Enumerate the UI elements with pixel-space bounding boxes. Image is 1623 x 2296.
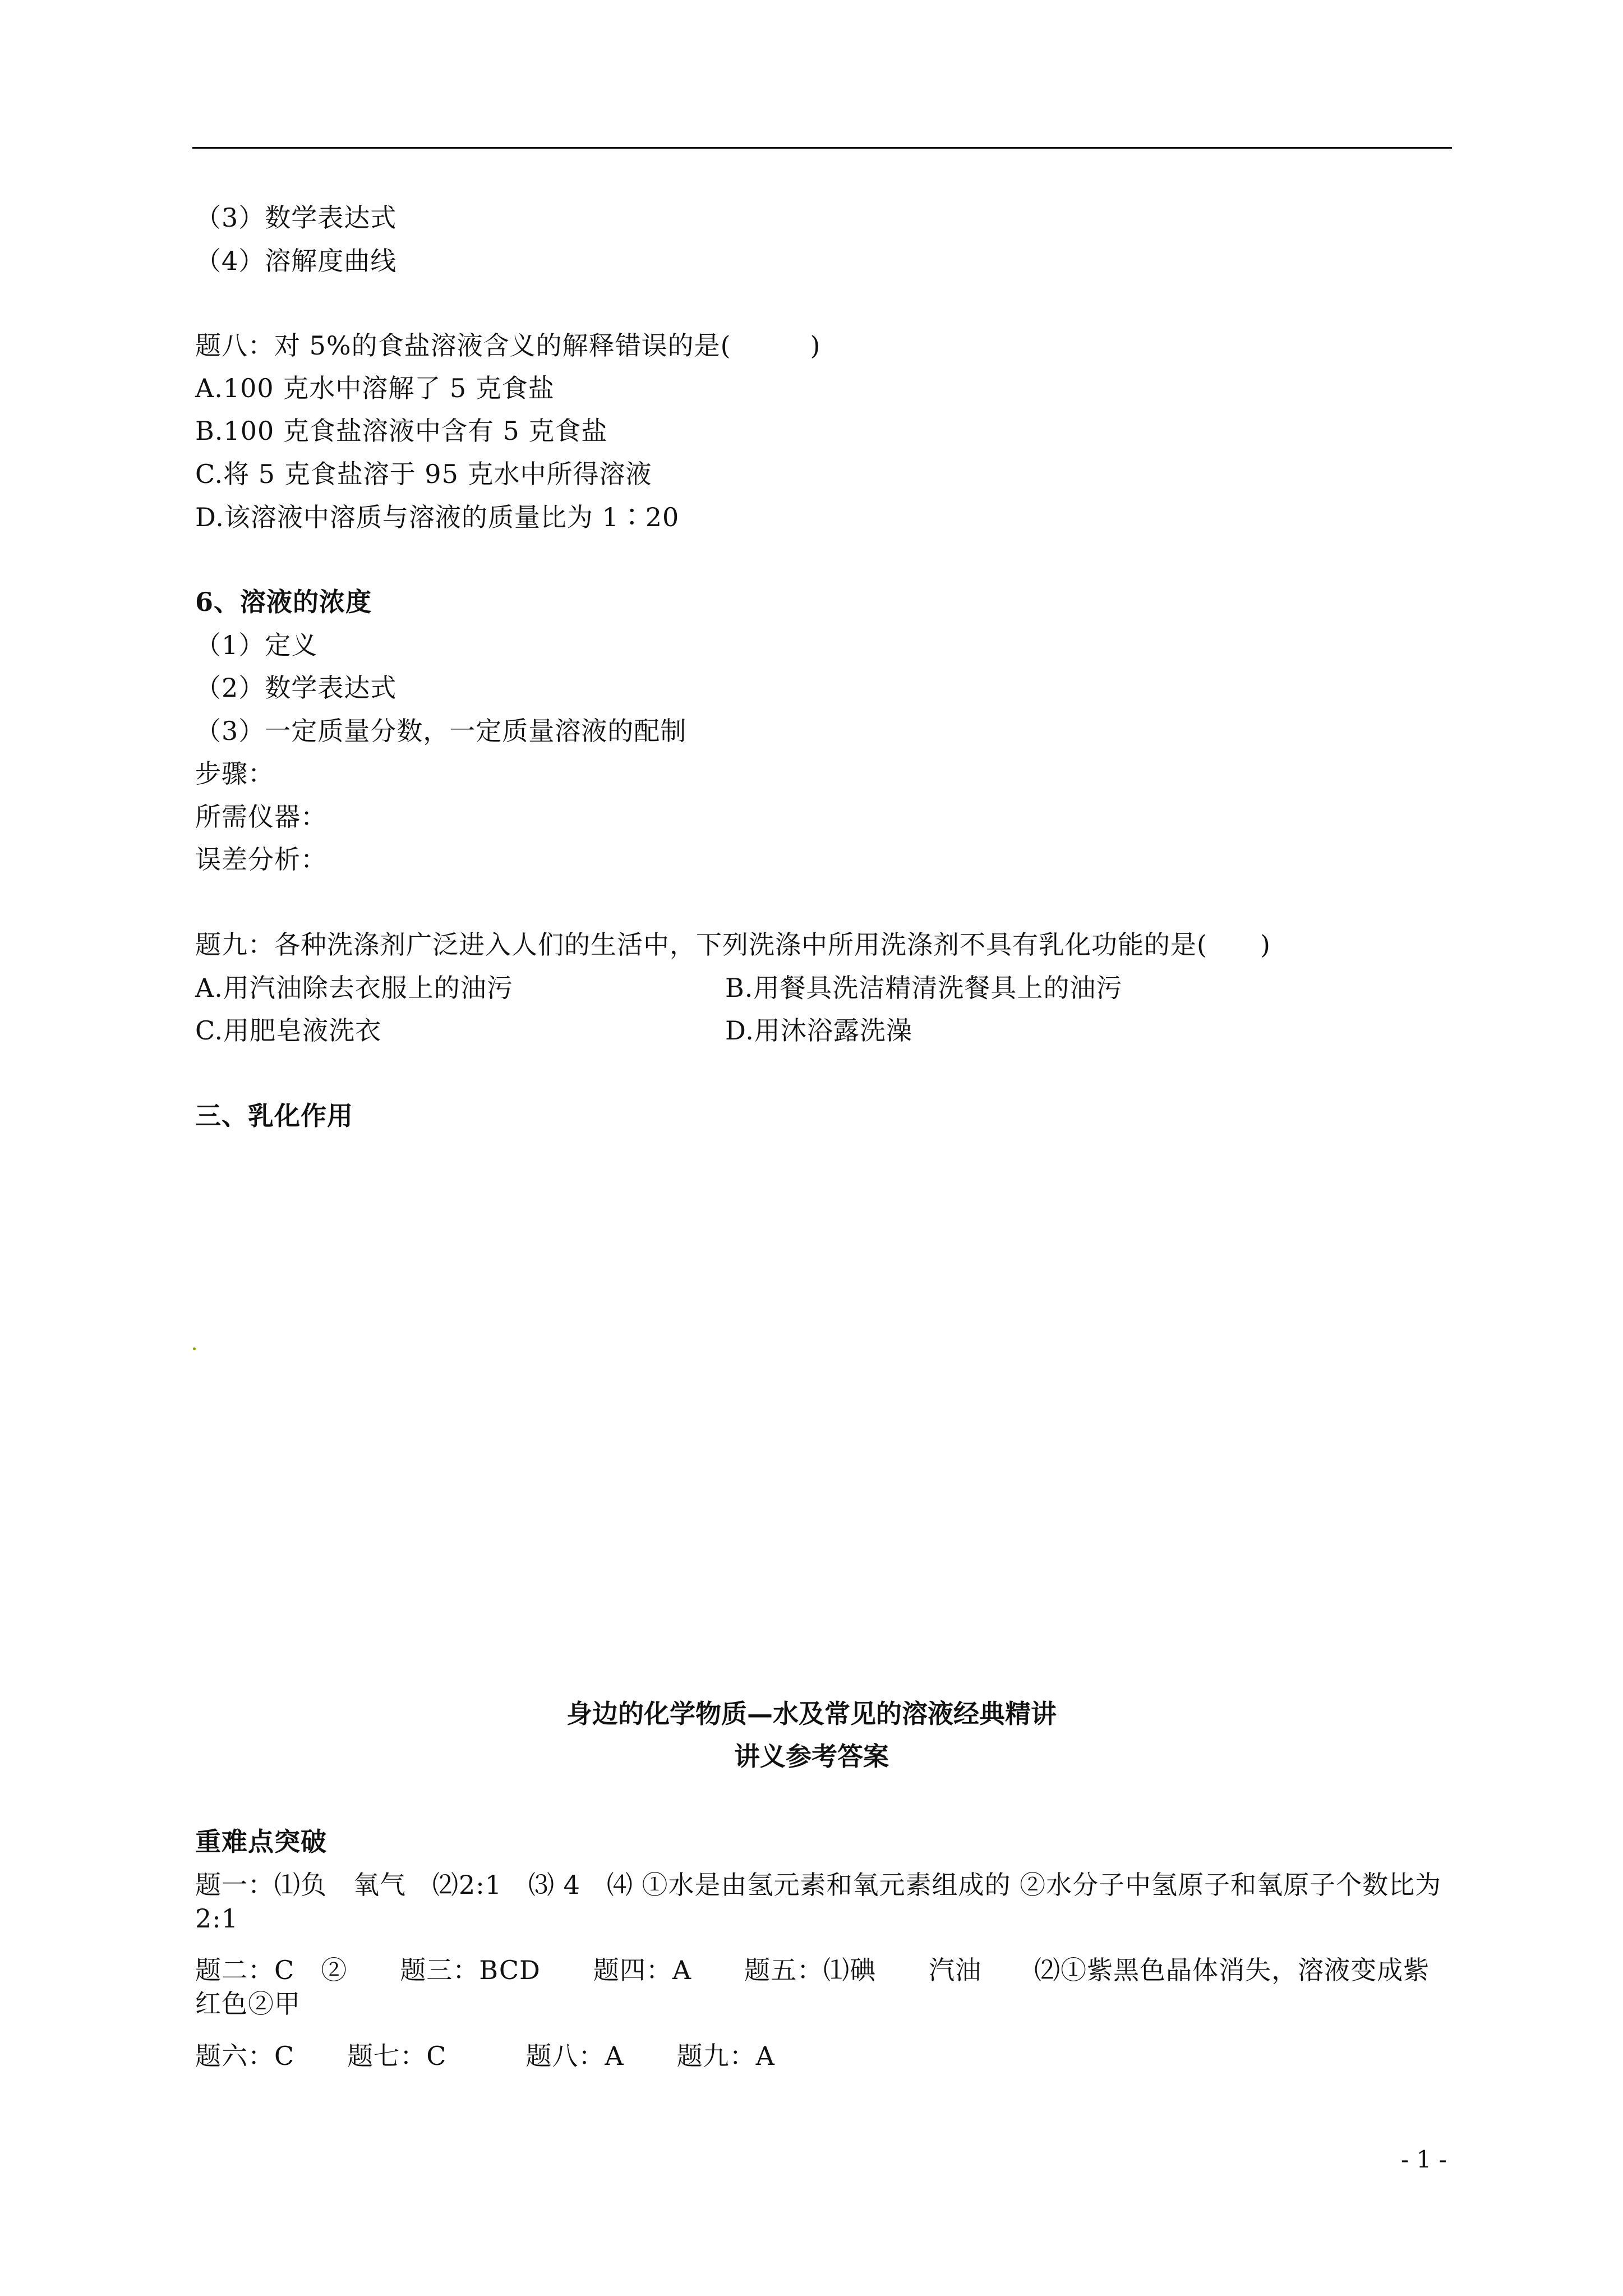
answer-q2-to-q5: 题二：C ② 题三：BCD 题四：A 题五：⑴碘 汽油 ⑵①紫黑色晶体消失，溶液变成紫红色②甲 xyxy=(195,1955,1430,2019)
question-9-stem: 题九：各种洗涤剂广泛进入人们的生活中，下列洗涤中所用洗涤剂不具有乳化功能的是( ) xyxy=(195,930,1271,960)
answers-subtitle: 讲义参考答案 xyxy=(734,1741,889,1772)
page-number: - 1 - xyxy=(1401,2146,1447,2173)
stray-dot xyxy=(193,1347,196,1350)
section-6-item-math-expression: （2）数学表达式 xyxy=(195,673,397,703)
answer-q6-to-q9: 题六：C 题七：C 题八：A 题九：A xyxy=(195,2041,775,2071)
header-rule xyxy=(192,147,1452,149)
question-8-option-d: D.该溶液中溶质与溶液的质量比为 1∶20 xyxy=(195,502,680,532)
question-8-option-b: B.100 克食盐溶液中含有 5 克食盐 xyxy=(195,416,608,446)
question-9-option-a: A.用汽油除去衣服上的油污 xyxy=(195,973,513,1003)
question-8-option-a: A.100 克水中溶解了 5 克食盐 xyxy=(195,373,555,403)
section-6-item-definition: （1）定义 xyxy=(195,630,318,660)
question-9-option-c: C.用肥皂液洗衣 xyxy=(195,1015,382,1046)
question-8-stem: 题八：对 5%的食盐溶液含义的解释错误的是( ) xyxy=(195,330,821,361)
section-6-steps-label: 步骤： xyxy=(195,758,274,789)
section-6-title: 6、溶液的浓度 xyxy=(195,587,372,617)
question-8-option-c: C.将 5 克食盐溶于 95 克水中所得溶液 xyxy=(195,459,652,489)
answers-heading: 重难点突破 xyxy=(195,1826,327,1857)
section-3-title: 三、乳化作用 xyxy=(195,1101,353,1131)
section-6-item-preparation: （3）一定质量分数，一定质量溶液的配制 xyxy=(195,716,687,746)
section-6-instruments-label: 所需仪器： xyxy=(195,802,327,832)
item-solubility-curve: （4）溶解度曲线 xyxy=(195,246,397,276)
section-6-error-analysis-label: 误差分析： xyxy=(195,844,327,875)
item-math-expression: （3）数学表达式 xyxy=(195,203,397,233)
answers-title: 身边的化学物质—水及常见的溶液经典精讲 xyxy=(566,1699,1057,1729)
question-9-option-d: D.用沐浴露洗澡 xyxy=(725,1015,912,1046)
question-9-option-b: B.用餐具洗洁精清洗餐具上的油污 xyxy=(725,973,1123,1003)
answer-q1: 题一：⑴负 氧气 ⑵2:1 ⑶ 4 ⑷ ①水是由氢元素和氧元素组成的 ②水分子中氢原子和氧原子个数比为 2:1 xyxy=(195,1870,1442,1934)
